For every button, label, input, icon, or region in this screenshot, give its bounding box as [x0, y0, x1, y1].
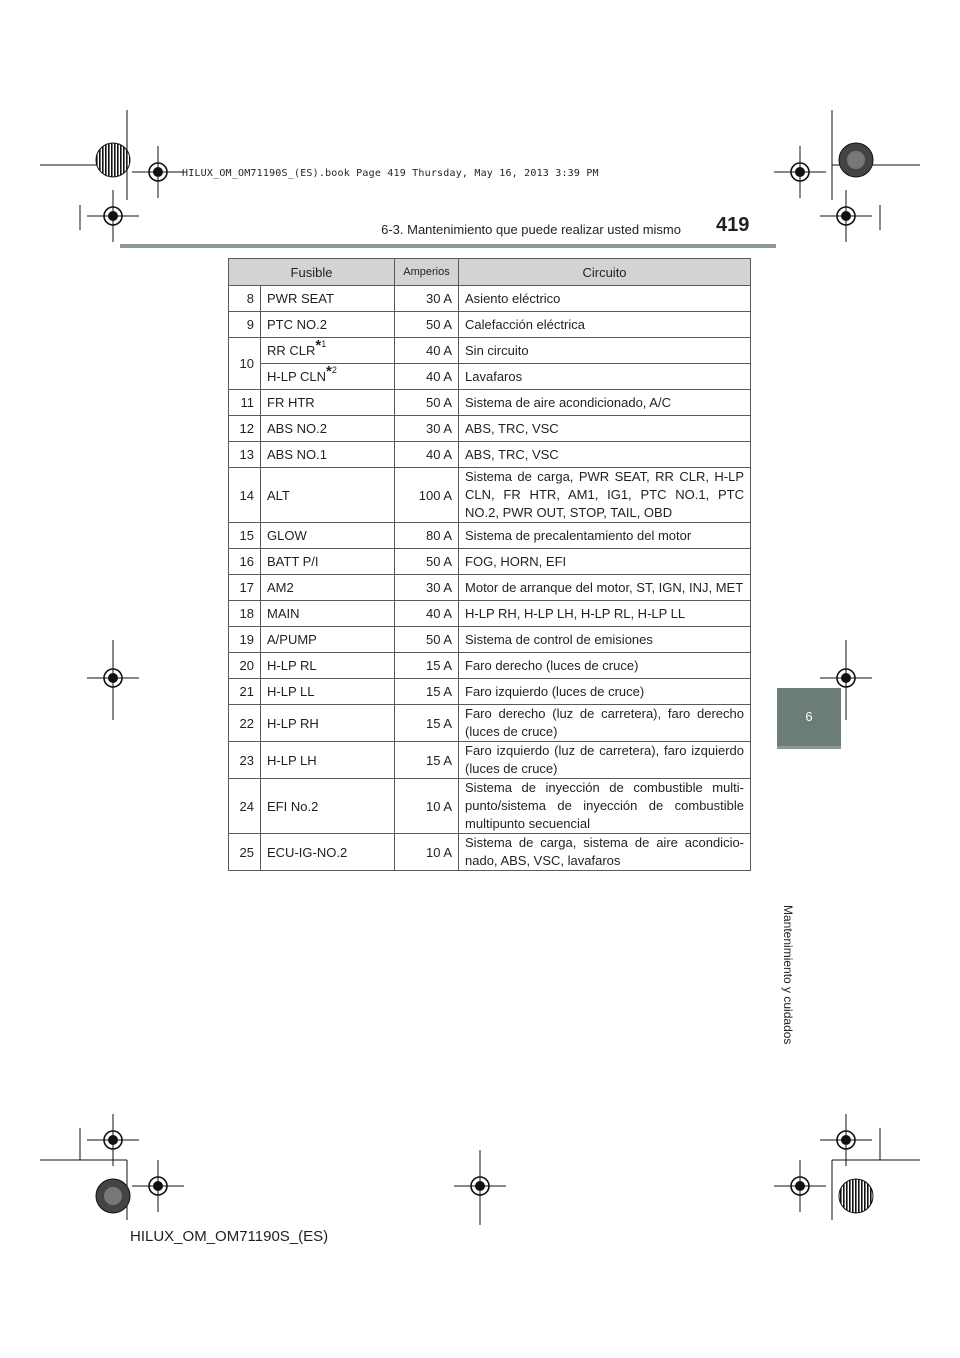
- header-amperios: Amperios: [395, 259, 459, 286]
- table-header-row: [229, 259, 751, 286]
- fuse-circuit: Faro derecho (luces de cruce): [459, 653, 751, 679]
- fuse-number: 13: [229, 442, 261, 468]
- tab-rule: [777, 746, 841, 749]
- fuse-amps: 30 A: [395, 416, 459, 442]
- fuse-number: 9: [229, 312, 261, 338]
- table-row: [229, 312, 751, 338]
- document-code: HILUX_OM_OM71190S_(ES): [130, 1228, 329, 1245]
- fuse-circuit: Sistema de inyección de combustible multi-punto/sistema de inyección de combustible multipunto secuencial: [459, 779, 751, 834]
- fuse-name: AM2: [261, 575, 395, 601]
- fuse-amps: 50 A: [395, 549, 459, 575]
- fuse-number: 18: [229, 601, 261, 627]
- fuse-name: BATT P/I: [261, 549, 395, 575]
- fuse-amps: 10 A: [395, 834, 459, 871]
- chapter-title: Mantenimiento y cuidados: [781, 905, 795, 1045]
- fuse-amps: 100 A: [395, 468, 459, 523]
- fuse-name: PTC NO.2: [261, 312, 395, 338]
- fuse-amps: 40 A: [395, 338, 459, 364]
- fuse-table: [228, 258, 751, 871]
- fuse-name: H-LP RL: [261, 653, 395, 679]
- footnote-mark: *2: [326, 362, 337, 380]
- fuse-amps: 40 A: [395, 442, 459, 468]
- chapter-tab: [777, 688, 841, 746]
- fuse-amps: 15 A: [395, 679, 459, 705]
- table-row: [229, 364, 751, 390]
- fuse-number: 8: [229, 286, 261, 312]
- table-row: [229, 549, 751, 575]
- table-row: [229, 653, 751, 679]
- fuse-circuit: Asiento eléctrico: [459, 286, 751, 312]
- fuse-amps: 40 A: [395, 601, 459, 627]
- table-row: [229, 286, 751, 312]
- table-row: [229, 523, 751, 549]
- fuse-number: 15: [229, 523, 261, 549]
- fuse-amps: 30 A: [395, 575, 459, 601]
- fuse-name: EFI No.2: [261, 779, 395, 834]
- table-row: [229, 442, 751, 468]
- fuse-name: H-LP CLN: [267, 369, 327, 384]
- fuse-amps: 80 A: [395, 523, 459, 549]
- fuse-amps: 15 A: [395, 653, 459, 679]
- table-row: [229, 705, 751, 742]
- fuse-circuit: Sistema de control de emisiones: [459, 627, 751, 653]
- table-row: [229, 779, 751, 834]
- fuse-name: PWR SEAT: [261, 286, 395, 312]
- fuse-name-cell: [261, 338, 395, 364]
- fuse-circuit: Sin circuito: [459, 338, 751, 364]
- table-row: [229, 679, 751, 705]
- fuse-number: 24: [229, 779, 261, 834]
- table-row: [229, 627, 751, 653]
- fuse-name: ALT: [261, 468, 395, 523]
- book-print-stamp: HILUX_OM_OM71190S_(ES).book Page 419 Thursday, May 16, 2013 3:39 PM: [182, 168, 599, 179]
- fuse-circuit: FOG, HORN, EFI: [459, 549, 751, 575]
- fuse-circuit: Faro izquierdo (luz de carretera), faro izquierdo (luces de cruce): [459, 742, 751, 779]
- fuse-number: 11: [229, 390, 261, 416]
- fuse-amps: 50 A: [395, 390, 459, 416]
- fuse-number: 20: [229, 653, 261, 679]
- fuse-number: 25: [229, 834, 261, 871]
- fuse-circuit: Motor de arranque del motor, ST, IGN, INJ, MET: [459, 575, 751, 601]
- section-title: 6-3. Mantenimiento que puede realizar usted mismo: [381, 222, 681, 237]
- fuse-number: 22: [229, 705, 261, 742]
- fuse-amps: 30 A: [395, 286, 459, 312]
- fuse-name: A/PUMP: [261, 627, 395, 653]
- fuse-circuit: Sistema de carga, PWR SEAT, RR CLR, H-LP CLN, FR HTR, AM1, IG1, PTC NO.1, PTC NO.2, PWR OUT, STOP, TAIL, OBD: [459, 468, 751, 523]
- table-row: [229, 468, 751, 523]
- fuse-name: H-LP LH: [261, 742, 395, 779]
- fuse-name-cell: [261, 364, 395, 390]
- fuse-amps: 50 A: [395, 627, 459, 653]
- fuse-name: ABS NO.2: [261, 416, 395, 442]
- fuse-number: 23: [229, 742, 261, 779]
- fuse-amps: 15 A: [395, 742, 459, 779]
- table-row: [229, 834, 751, 871]
- header-fusible: Fusible: [229, 259, 395, 286]
- footnote-number: 1: [321, 338, 327, 349]
- fuse-circuit: ABS, TRC, VSC: [459, 442, 751, 468]
- chapter-number: 6: [805, 709, 813, 724]
- fuse-name: ECU-IG-NO.2: [261, 834, 395, 871]
- fuse-name: GLOW: [261, 523, 395, 549]
- footnote-mark: *1: [315, 336, 327, 354]
- fuse-name: FR HTR: [261, 390, 395, 416]
- header-rule: [120, 244, 776, 248]
- header-circuito: Circuito: [459, 259, 751, 286]
- fuse-number: 17: [229, 575, 261, 601]
- fuse-circuit: Faro derecho (luz de carretera), faro derecho (luces de cruce): [459, 705, 751, 742]
- fuse-amps: 15 A: [395, 705, 459, 742]
- fuse-circuit: Calefacción eléctrica: [459, 312, 751, 338]
- fuse-name: RR CLR: [267, 343, 316, 358]
- fuse-circuit: ABS, TRC, VSC: [459, 416, 751, 442]
- fuse-amps: 40 A: [395, 364, 459, 390]
- page-number: 419: [716, 214, 750, 236]
- table-row: [229, 742, 751, 779]
- table-row: [229, 416, 751, 442]
- fuse-name: H-LP LL: [261, 679, 395, 705]
- fuse-name: MAIN: [261, 601, 395, 627]
- fuse-circuit: Lavafaros: [459, 364, 751, 390]
- fuse-circuit: Sistema de carga, sistema de aire acondicio-nado, ABS, VSC, lavafaros: [459, 834, 751, 871]
- fuse-amps: 50 A: [395, 312, 459, 338]
- fuse-circuit: H-LP RH, H-LP LH, H-LP RL, H-LP LL: [459, 601, 751, 627]
- table-row: [229, 601, 751, 627]
- footnote-number: 2: [331, 364, 337, 375]
- table-row: [229, 338, 751, 364]
- table-row: [229, 390, 751, 416]
- fuse-name: ABS NO.1: [261, 442, 395, 468]
- fuse-number: 12: [229, 416, 261, 442]
- fuse-number: 14: [229, 468, 261, 523]
- fuse-number: 10: [229, 338, 261, 390]
- fuse-circuit: Sistema de aire acondicionado, A/C: [459, 390, 751, 416]
- fuse-number: 21: [229, 679, 261, 705]
- fuse-circuit: Faro izquierdo (luces de cruce): [459, 679, 751, 705]
- fuse-amps: 10 A: [395, 779, 459, 834]
- fuse-number: 16: [229, 549, 261, 575]
- fuse-name: H-LP RH: [261, 705, 395, 742]
- table-row: [229, 575, 751, 601]
- fuse-circuit: Sistema de precalentamiento del motor: [459, 523, 751, 549]
- fuse-number: 19: [229, 627, 261, 653]
